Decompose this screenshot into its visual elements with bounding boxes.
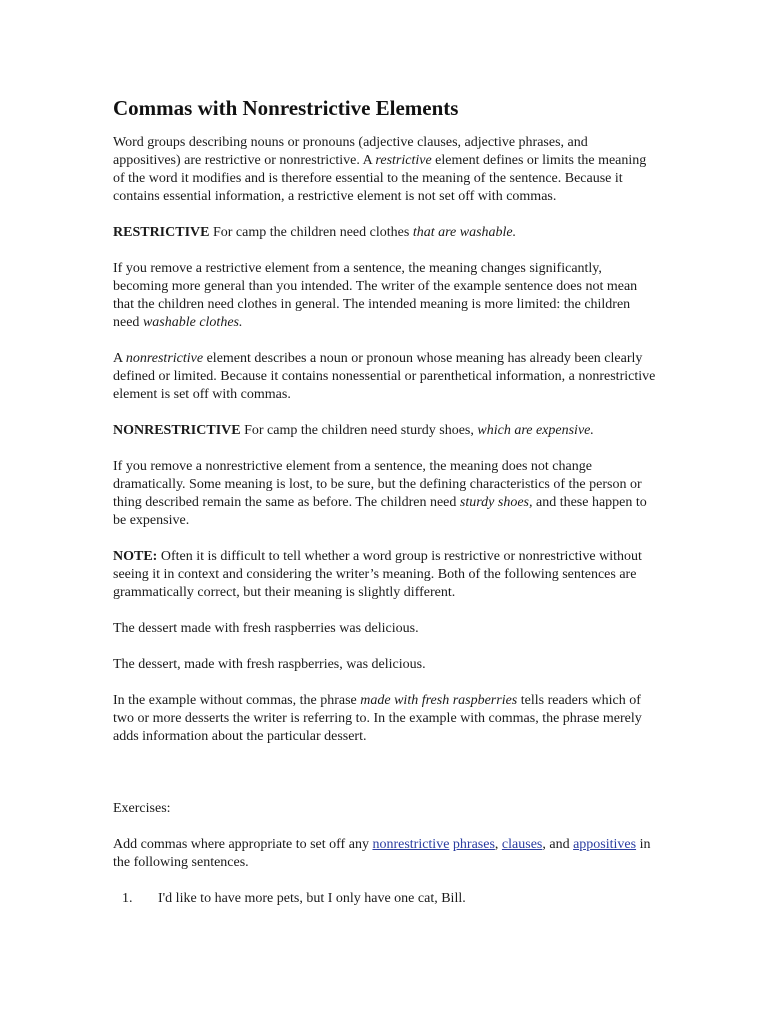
- exercise-instructions: [113, 836, 656, 872]
- nonrestrictive-explanation: [113, 458, 656, 530]
- nonrestrictive-definition: [113, 350, 656, 404]
- nonrestrictive-explanation-text-2: and these happen to be expensive.: [113, 495, 647, 528]
- phrases-link[interactable]: phrases: [452, 837, 495, 852]
- instructions-text-2: in the following sentences.: [113, 837, 651, 870]
- restrictive-label: RESTRICTIVE: [113, 225, 210, 240]
- nonrestrictive-explanation-text-1: If you remove a nonrestrictive element from a sentence, the meaning does not change dramatically. Some meaning is lost, to be sure, but the defining characteristics of the person or thing described remain the same as before. The children need: [113, 459, 642, 510]
- nonrestrictive-definition-text-1: A: [113, 351, 126, 366]
- instructions-separator-2: , and: [542, 837, 574, 852]
- intro-emphasis: restrictive: [375, 153, 432, 168]
- comparison-text-1: In the example without commas, the phrase: [113, 693, 361, 708]
- nonrestrictive-explanation-emphasis: sturdy shoes,: [459, 495, 533, 510]
- restrictive-example-text: For camp the children need clothes: [209, 225, 413, 240]
- restrictive-explanation-emphasis: washable clothes.: [142, 315, 243, 330]
- restrictive-example: [113, 224, 656, 242]
- restrictive-explanation: [113, 260, 656, 332]
- exercise-item: 1. I'd like to have more pets, but I only have one cat, Bill.: [136, 890, 656, 908]
- nonrestrictive-example-text: For camp the children need sturdy shoes,: [240, 423, 478, 438]
- clauses-link[interactable]: clauses: [501, 837, 543, 852]
- example-sentence-2: The dessert, made with fresh raspberries, was delicious.: [113, 657, 426, 672]
- instructions-separator-1: ,: [494, 837, 502, 852]
- nonrestrictive-link[interactable]: nonrestrictive: [372, 837, 450, 852]
- page-title: Commas with Nonrestrictive Elements: [113, 96, 459, 120]
- intro-paragraph: [113, 134, 656, 206]
- intro-text-1: Word groups describing nouns or pronouns (adjective clauses, adjective phrases, and appositives) are restrictive or nonrestrictive. A: [113, 135, 588, 168]
- intro-text-2: element defines or limits the meaning of the word it modifies and is therefore essential to the meaning of the sentence. Because it contains essential information, a restrictive element is not set off with commas.: [113, 153, 647, 204]
- note-text: Often it is difficult to tell whether a word group is restrictive or nonrestrictive without seeing it in context and considering the writer’s meaning. Both of the following sentences are grammatically correct, but their meaning is slightly different.: [113, 549, 642, 600]
- nonrestrictive-label: NONRESTRICTIVE: [113, 423, 241, 438]
- comparison-paragraph: [113, 692, 656, 746]
- nonrestrictive-example: [113, 422, 656, 440]
- exercise-list: [113, 890, 656, 908]
- restrictive-explanation-text: If you remove a restrictive element from a sentence, the meaning changes significantly, becoming more general than you intended. The writer of the example sentence does not mean that the children need clothes in general. The intended meaning is more limited: the children need: [113, 261, 638, 330]
- appositives-link[interactable]: appositives: [573, 837, 637, 852]
- example-sentence-1: The dessert made with fresh raspberries was delicious.: [113, 621, 419, 636]
- comparison-text-2: tells readers which of two or more desserts the writer is referring to. In the example with commas, the phrase merely adds information about the particular dessert.: [113, 693, 642, 744]
- instructions-text-1: Add commas where appropriate to set off any: [113, 837, 373, 852]
- comparison-emphasis: made with fresh raspberries: [360, 693, 518, 708]
- nonrestrictive-definition-text-2: element describes a noun or pronoun whose meaning has already been clearly defined or limited. Because it contains nonessential or parenthetical information, a nonrestrictive element is set off with commas.: [113, 351, 656, 402]
- note-paragraph: [113, 548, 656, 602]
- exercises-heading: Exercises:: [113, 801, 171, 816]
- nonrestrictive-definition-emphasis: nonrestrictive: [125, 351, 204, 366]
- nonrestrictive-example-emphasis: which are expensive.: [477, 423, 594, 438]
- note-label: NOTE:: [113, 549, 158, 564]
- restrictive-example-emphasis: that are washable.: [412, 225, 517, 240]
